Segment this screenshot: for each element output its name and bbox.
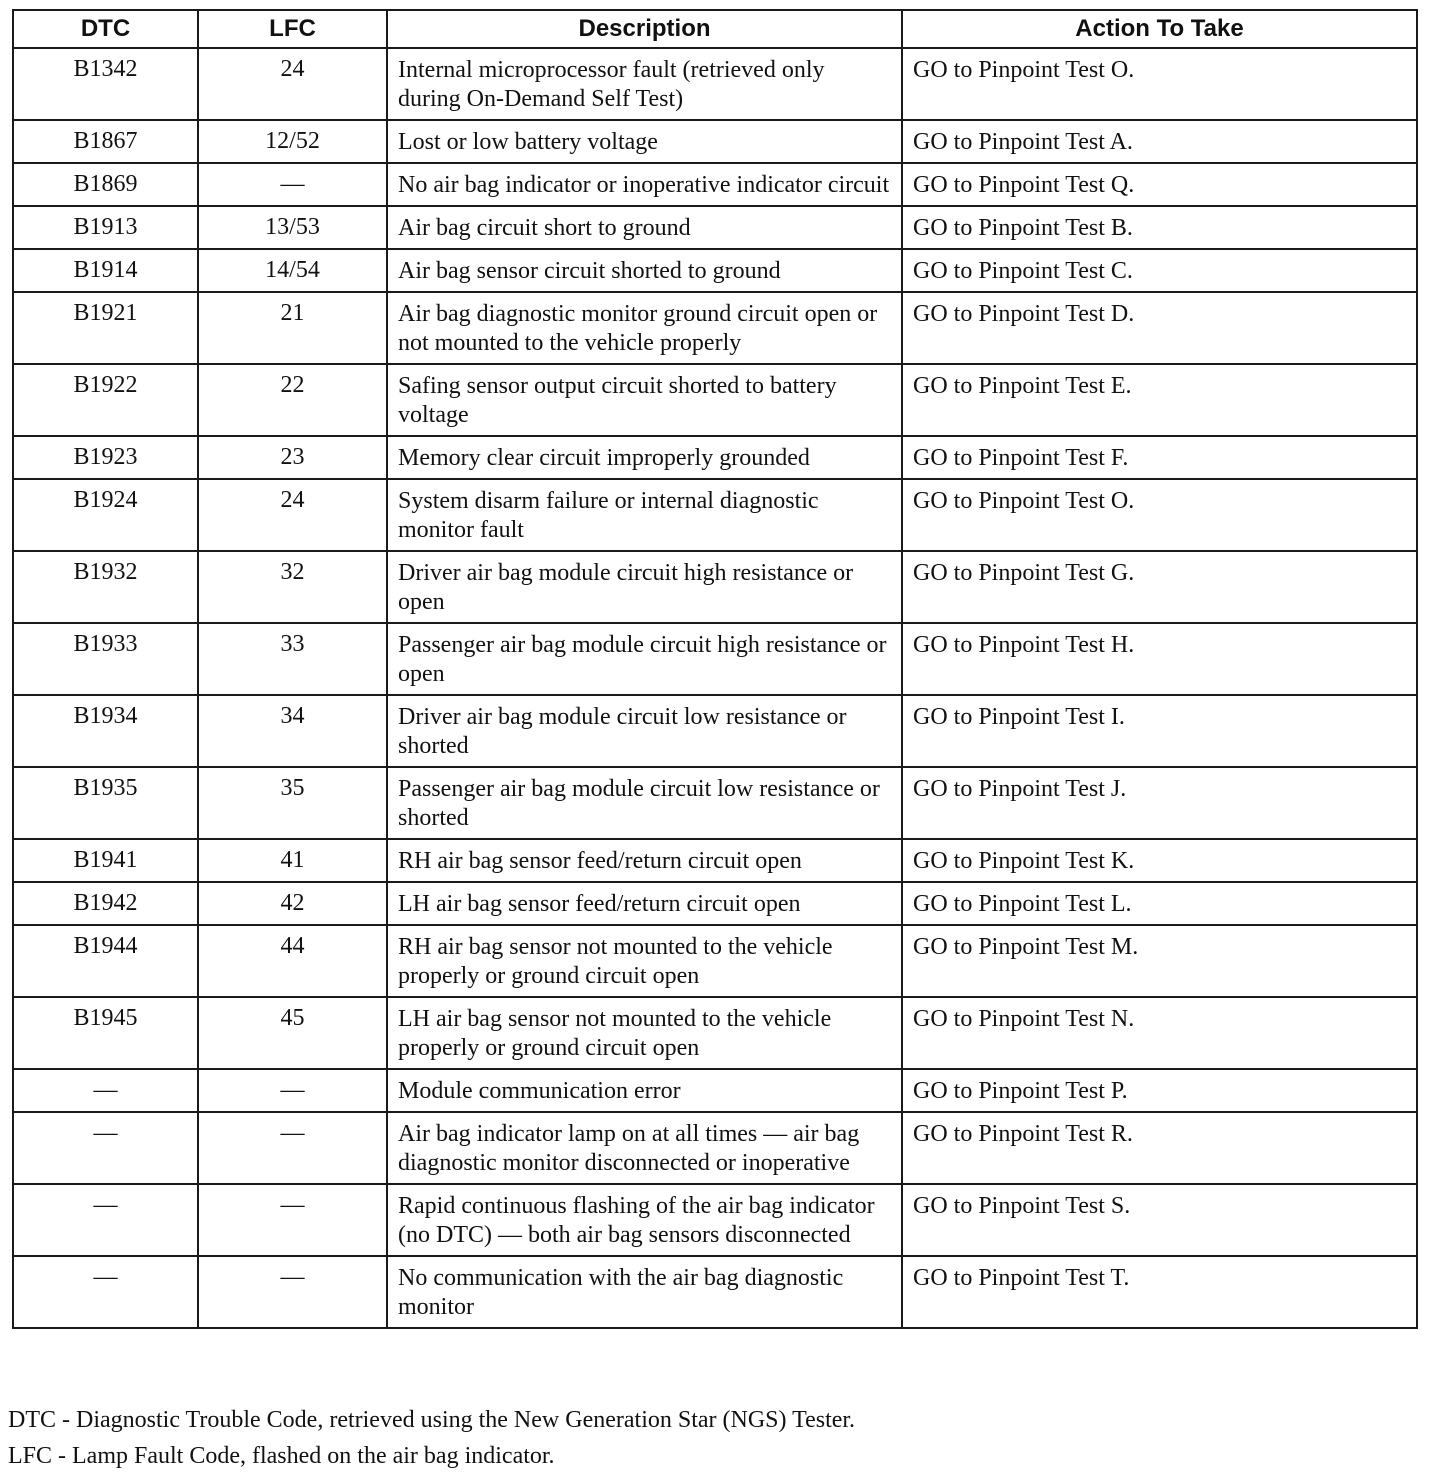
action-cell: GO to Pinpoint Test T. [902,1256,1417,1328]
lfc-cell: — [198,1069,387,1112]
description-cell: Driver air bag module circuit low resistance or shorted [387,695,902,767]
header-lfc: LFC [198,10,387,48]
lfc-cell: 24 [198,479,387,551]
header-action: Action To Take [902,10,1417,48]
lfc-cell: 41 [198,839,387,882]
lfc-cell: — [198,1256,387,1328]
action-cell: GO to Pinpoint Test D. [902,292,1417,364]
table-row [13,997,1417,1069]
action-cell: GO to Pinpoint Test O. [902,479,1417,551]
dtc-cell: B1342 [13,48,198,120]
description-cell: Air bag circuit short to ground [387,206,902,249]
description-cell: System disarm failure or internal diagnostic monitor fault [387,479,902,551]
dtc-cell: B1867 [13,120,198,163]
dtc-cell: B1935 [13,767,198,839]
lfc-cell: 12/52 [198,120,387,163]
action-cell: GO to Pinpoint Test Q. [902,163,1417,206]
lfc-cell: 23 [198,436,387,479]
action-cell: GO to Pinpoint Test I. [902,695,1417,767]
dtc-cell: B1922 [13,364,198,436]
action-cell: GO to Pinpoint Test G. [902,551,1417,623]
dtc-cell: — [13,1112,198,1184]
dtc-cell: B1934 [13,695,198,767]
dtc-cell: B1869 [13,163,198,206]
description-cell: Lost or low battery voltage [387,120,902,163]
table-row [13,623,1417,695]
lfc-cell: — [198,1184,387,1256]
dtc-cell: — [13,1184,198,1256]
description-cell: Passenger air bag module circuit low resistance or shorted [387,767,902,839]
action-cell: GO to Pinpoint Test E. [902,364,1417,436]
action-cell: GO to Pinpoint Test N. [902,997,1417,1069]
action-cell: GO to Pinpoint Test A. [902,120,1417,163]
lfc-cell: 42 [198,882,387,925]
description-cell: LH air bag sensor feed/return circuit open [387,882,902,925]
action-cell: GO to Pinpoint Test F. [902,436,1417,479]
table-row [13,479,1417,551]
lfc-cell: 34 [198,695,387,767]
table-row [13,1184,1417,1256]
header-dtc: DTC [13,10,198,48]
lfc-cell: — [198,1112,387,1184]
table-row [13,249,1417,292]
lfc-cell: 44 [198,925,387,997]
table-row [13,1256,1417,1328]
description-cell: Internal microprocessor fault (retrieved only during On-Demand Self Test) [387,48,902,120]
table-row [13,206,1417,249]
description-cell: RH air bag sensor not mounted to the vehicle properly or ground circuit open [387,925,902,997]
action-cell: GO to Pinpoint Test P. [902,1069,1417,1112]
dtc-cell: B1933 [13,623,198,695]
description-cell: RH air bag sensor feed/return circuit open [387,839,902,882]
table-row [13,839,1417,882]
table-row [13,120,1417,163]
description-cell: Rapid continuous flashing of the air bag indicator (no DTC) — both air bag sensors disconnected [387,1184,902,1256]
dtc-cell: B1923 [13,436,198,479]
action-cell: GO to Pinpoint Test R. [902,1112,1417,1184]
description-cell: Passenger air bag module circuit high resistance or open [387,623,902,695]
dtc-cell: — [13,1069,198,1112]
dtc-cell: B1914 [13,249,198,292]
lfc-cell: 32 [198,551,387,623]
description-cell: Air bag sensor circuit shorted to ground [387,249,902,292]
action-cell: GO to Pinpoint Test O. [902,48,1417,120]
table-row [13,163,1417,206]
description-cell: Memory clear circuit improperly grounded [387,436,902,479]
dtc-cell: B1941 [13,839,198,882]
action-cell: GO to Pinpoint Test M. [902,925,1417,997]
dtc-cell: B1913 [13,206,198,249]
table-header-row [13,10,1417,48]
table-row [13,292,1417,364]
table-row [13,767,1417,839]
table-row [13,925,1417,997]
description-cell: Module communication error [387,1069,902,1112]
dtc-cell: B1924 [13,479,198,551]
action-cell: GO to Pinpoint Test S. [902,1184,1417,1256]
description-cell: No air bag indicator or inoperative indicator circuit [387,163,902,206]
dtc-cell: B1944 [13,925,198,997]
description-cell: Driver air bag module circuit high resistance or open [387,551,902,623]
lfc-cell: 35 [198,767,387,839]
description-cell: Safing sensor output circuit shorted to battery voltage [387,364,902,436]
lfc-cell: 21 [198,292,387,364]
action-cell: GO to Pinpoint Test L. [902,882,1417,925]
dtc-cell: B1932 [13,551,198,623]
table-row [13,695,1417,767]
table-row [13,1112,1417,1184]
footnote-dtc: DTC - Diagnostic Trouble Code, retrieved using the New Generation Star (NGS) Tester. [8,1407,856,1433]
table-row [13,882,1417,925]
action-cell: GO to Pinpoint Test C. [902,249,1417,292]
lfc-cell: — [198,163,387,206]
lfc-cell: 24 [198,48,387,120]
action-cell: GO to Pinpoint Test B. [902,206,1417,249]
footnotes [8,1402,855,1474]
table-row [13,1069,1417,1112]
action-cell: GO to Pinpoint Test H. [902,623,1417,695]
table-row [13,551,1417,623]
table-row [13,436,1417,479]
description-cell: Air bag diagnostic monitor ground circuit open or not mounted to the vehicle properly [387,292,902,364]
dtc-table [12,9,1418,1329]
header-description: Description [387,10,902,48]
action-cell: GO to Pinpoint Test J. [902,767,1417,839]
table-row [13,364,1417,436]
lfc-cell: 14/54 [198,249,387,292]
footnote-lfc: LFC - Lamp Fault Code, flashed on the air bag indicator. [8,1443,555,1469]
lfc-cell: 33 [198,623,387,695]
dtc-cell: B1945 [13,997,198,1069]
action-cell: GO to Pinpoint Test K. [902,839,1417,882]
lfc-cell: 45 [198,997,387,1069]
table-row [13,48,1417,120]
dtc-cell: B1942 [13,882,198,925]
dtc-cell: — [13,1256,198,1328]
dtc-cell: B1921 [13,292,198,364]
lfc-cell: 13/53 [198,206,387,249]
description-cell: Air bag indicator lamp on at all times — air bag diagnostic monitor disconnected or inoperative [387,1112,902,1184]
description-cell: LH air bag sensor not mounted to the vehicle properly or ground circuit open [387,997,902,1069]
lfc-cell: 22 [198,364,387,436]
description-cell: No communication with the air bag diagnostic monitor [387,1256,902,1328]
